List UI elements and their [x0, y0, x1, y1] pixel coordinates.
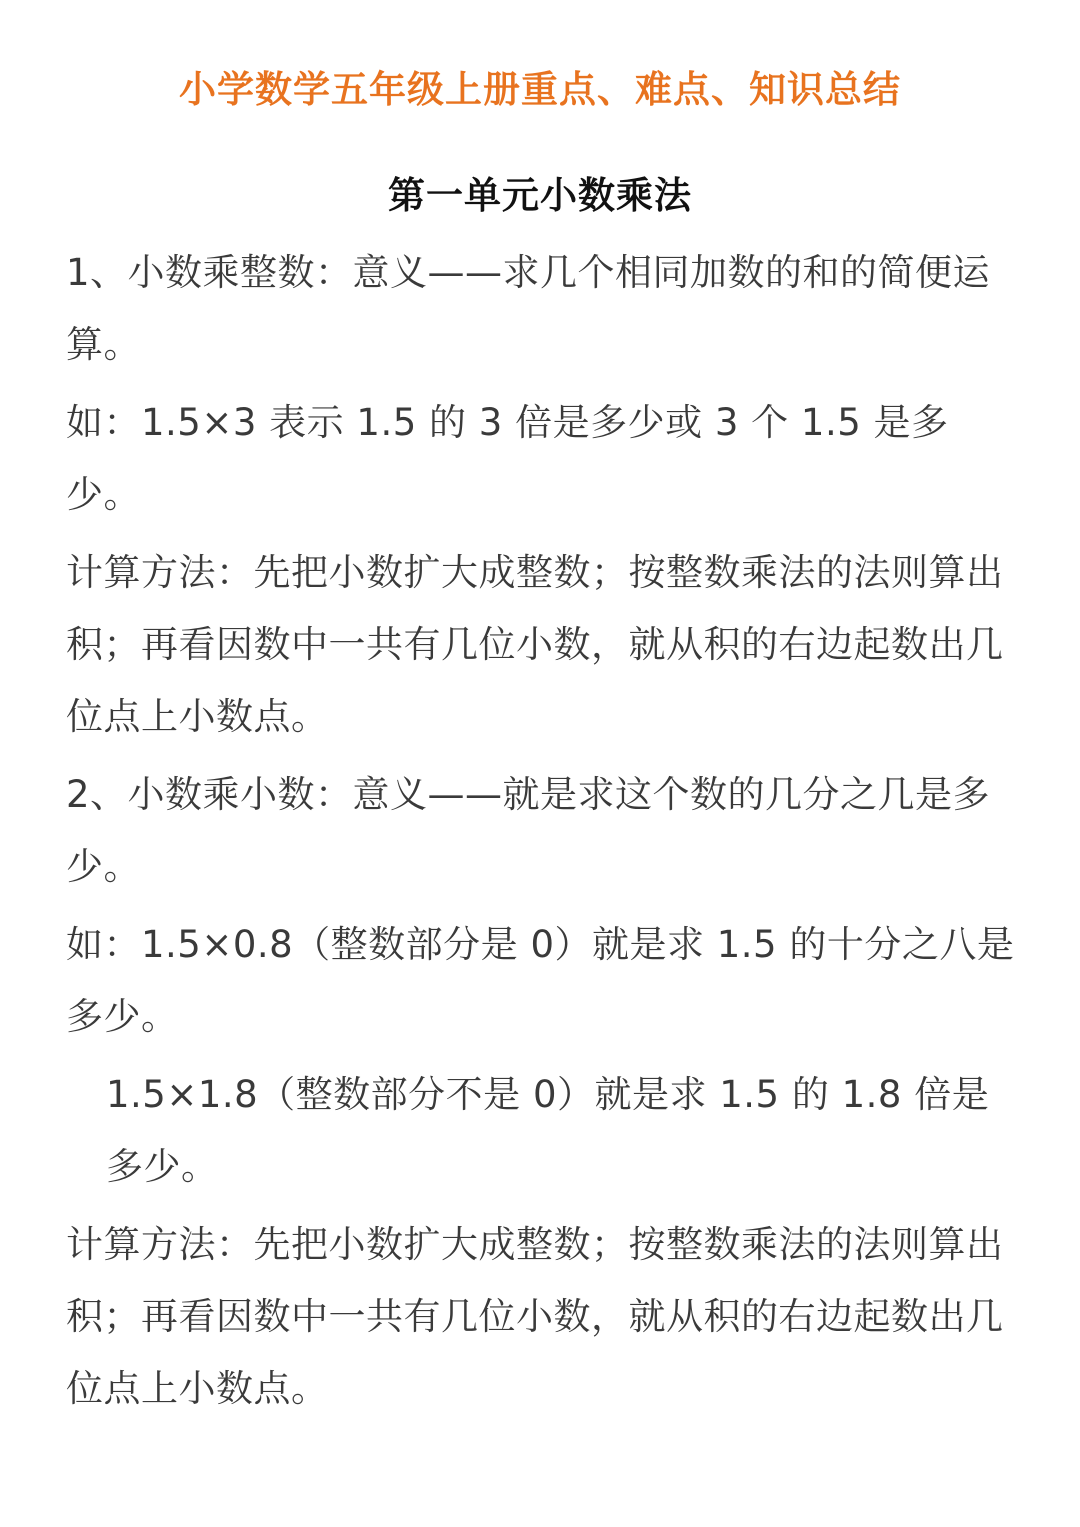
document-title: 小学数学五年级上册重点、难点、知识总结: [179, 68, 901, 111]
paragraph-decimal-times-integer: 1、小数乘整数：意义——求几个相同加数的和的简便运算。: [66, 251, 991, 366]
paragraph-decimal-times-decimal: 2、小数乘小数：意义——就是求这个数的几分之几是多少。: [66, 773, 991, 888]
paragraph-example-2: 如：1.5×0.8（整数部分是 0）就是求 1.5 的十分之八是多少。: [66, 923, 1015, 1038]
section-title: 第一单元小数乘法: [388, 174, 692, 217]
paragraph-example-3: 1.5×1.8（整数部分不是 0）就是求 1.5 的 1.8 倍是多少。: [106, 1073, 990, 1188]
paragraph-method-1: 计算方法：先把小数扩大成整数；按整数乘法的法则算出积；再看因数中一共有几位小数，就从积的右边起数出几位点上小数点。: [66, 551, 1004, 738]
paragraph-method-2: 计算方法：先把小数扩大成整数；按整数乘法的法则算出积；再看因数中一共有几位小数，就从积的右边起数出几位点上小数点。: [66, 1223, 1004, 1410]
paragraph-example-1: 如：1.5×3 表示 1.5 的 3 倍是多少或 3 个 1.5 是多少。: [66, 401, 949, 516]
document-body: [66, 237, 1018, 1431]
